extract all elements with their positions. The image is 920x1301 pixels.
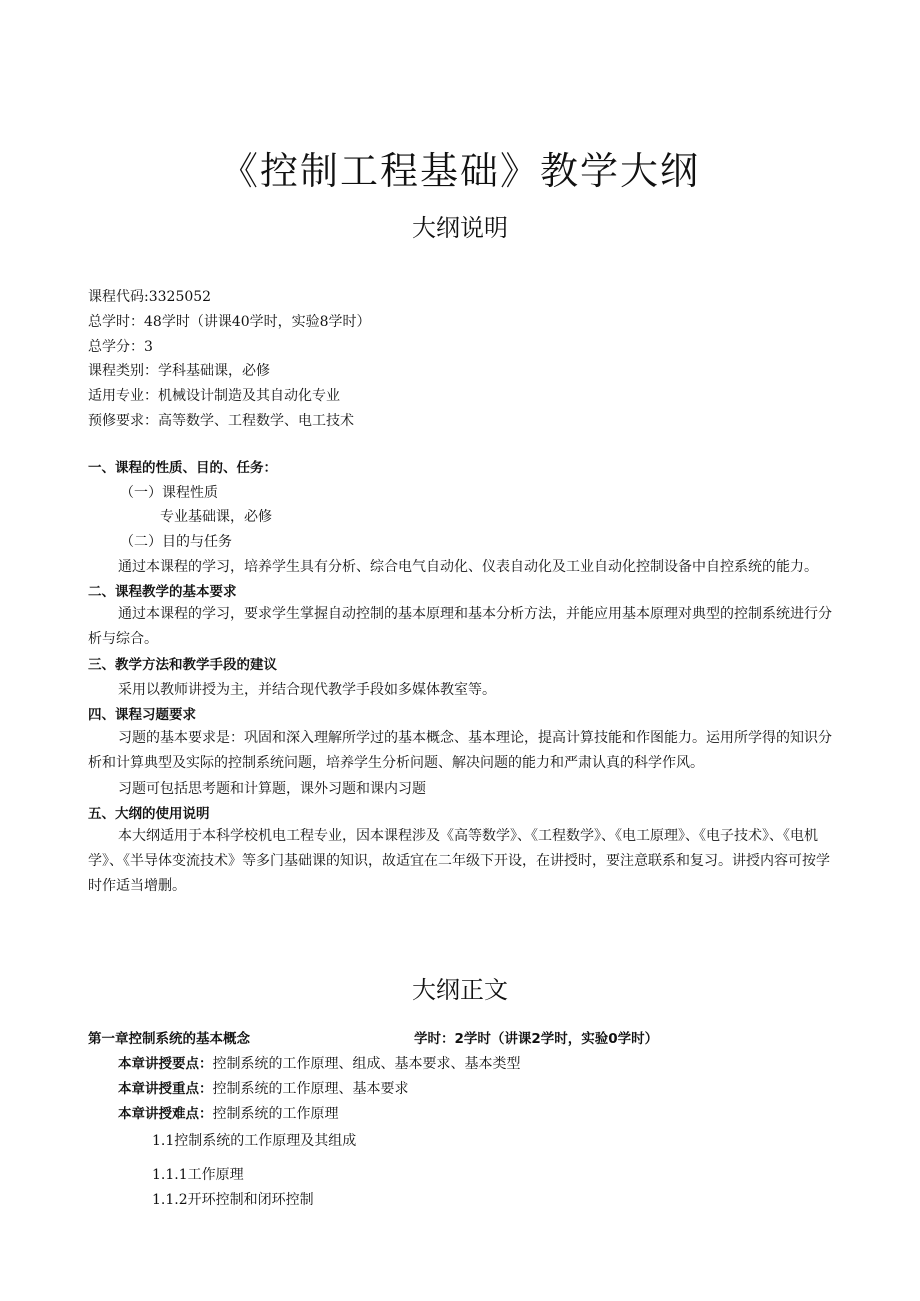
teaching-methods-text: 采用以教师讲授为主，并结合现代教学手段如多媒体教室等。	[118, 682, 496, 698]
exercise-requirements-text: 习题的基本要求是：巩固和深入理解所学过的基本概念、基本理论，提高计算技能和作图能力。运用所学得的知识分析和计算典型及实际的控制系统问题，培养学生分析问题、解决问题的能力和严肃认真的科学作风。	[88, 730, 832, 771]
usage-notes-text: 本大纲适用于本科学校机电工程专业，因本课程涉及《高等数学》、《工程数学》、《电工原理》、《电子技术》、《电机学》、《半导体变流技术》等多门基础课的知识，故适宜在二年级下开设，在讲授时，要注意联系和复习。讲授内容可按学时作适当增删。	[88, 828, 830, 894]
chapter1-points-text: 控制系统的工作原理、组成、基本要求、基本类型	[212, 1056, 521, 1072]
chapter1-key-text: 控制系统的工作原理、基本要求	[212, 1081, 409, 1097]
basic-requirements-text: 通过本课程的学习，要求学生掌握自动控制的基本原理和基本分析方法，并能应用基本原理对典型的控制系统进行分析与综合。	[88, 606, 832, 647]
heading-basic-requirements: 二、课程教学的基本要求	[88, 584, 237, 600]
course-prereq: 预修要求：高等数学、工程数学、电工技术	[88, 413, 354, 429]
chapter1-key	[118, 1080, 409, 1098]
sub-heading-purpose-task: （二）目的与任务	[120, 534, 232, 550]
course-credits: 总学分：3	[88, 339, 153, 355]
chapter1-key-label: 本章讲授重点：	[118, 1081, 213, 1097]
chapter1-difficulty	[118, 1105, 339, 1123]
heading-teaching-methods: 三、教学方法和教学手段的建议	[88, 657, 277, 673]
course-major: 适用专业：机械设计制造及其自动化专业	[88, 388, 340, 404]
chapter1-difficulty-text: 控制系统的工作原理	[212, 1106, 339, 1122]
course-category: 课程类别：学科基础课，必修	[88, 363, 270, 379]
heading-usage-notes: 五、大纲的使用说明	[88, 806, 210, 822]
chapter1-title: 第一章控制系统的基本概念	[88, 1031, 250, 1047]
sub-heading-course-nature: （一）课程性质	[120, 485, 218, 501]
section-1-1-1: 1.1.1工作原理	[152, 1167, 244, 1183]
chapter1-points-label: 本章讲授要点：	[118, 1056, 213, 1072]
purpose-task-text: 通过本课程的学习，培养学生具有分析、综合电气自动化、仪表自动化及工业自动化控制设备中自控系统的能力。	[118, 559, 818, 575]
section-1-1-2: 1.1.2开环控制和闭环控制	[152, 1192, 314, 1208]
chapter1-difficulty-label: 本章讲授难点：	[118, 1106, 213, 1122]
course-nature-text: 专业基础课，必修	[160, 509, 272, 525]
section-heading-outline-body: 大纲正文	[412, 976, 508, 1004]
heading-exercise-requirements: 四、课程习题要求	[88, 707, 196, 723]
course-code: 课程代码:3325052	[88, 289, 212, 305]
course-hours: 总学时：48学时（讲课40学时，实验8学时）	[88, 314, 371, 330]
exercise-types-text: 习题可包括思考题和计算题，课外习题和课内习题	[118, 781, 426, 797]
chapter1-points	[118, 1055, 521, 1073]
heading-nature-purpose-task: 一、课程的性质、目的、任务：	[88, 460, 277, 476]
section-heading-outline-notes: 大纲说明	[412, 214, 508, 242]
chapter1-hours: 学时：2学时（讲课2学时，实验0学时）	[414, 1031, 659, 1047]
document-title: 《控制工程基础》教学大纲	[219, 149, 700, 193]
section-1-1: 1.1控制系统的工作原理及其组成	[152, 1133, 357, 1149]
